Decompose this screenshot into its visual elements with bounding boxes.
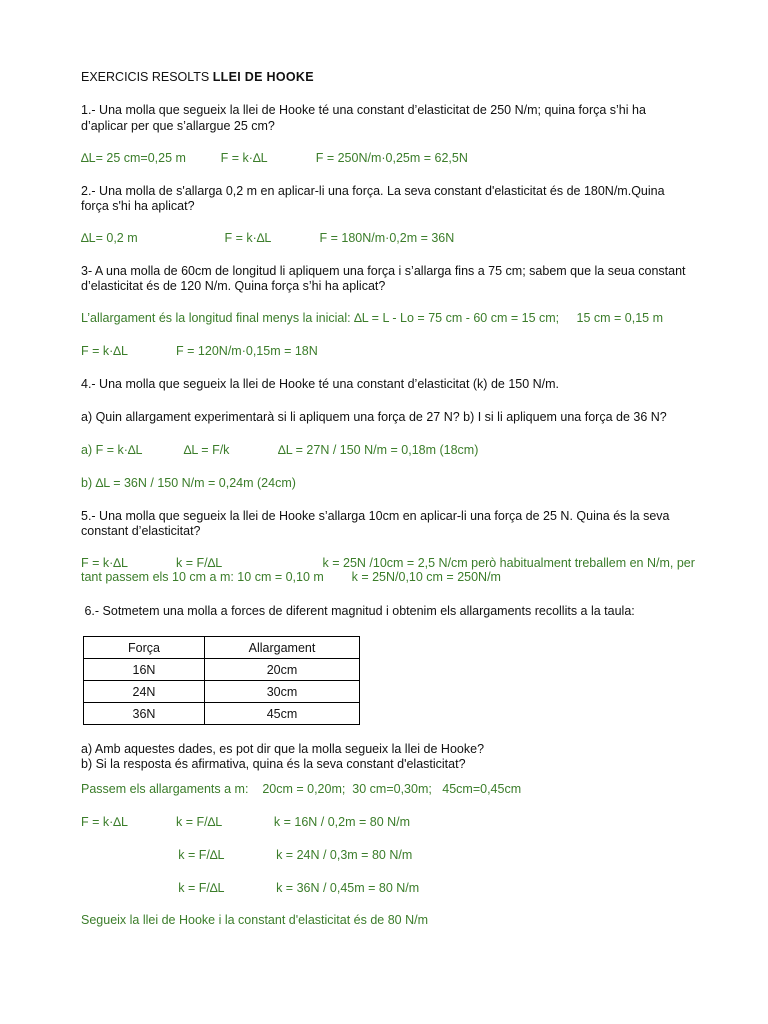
table-row <box>84 703 360 725</box>
ex6-conclusion: Segueix la llei de Hooke i la constant d'elasticitat és de 80 N/m <box>81 913 429 927</box>
title-prefix: EXERCICIS RESOLTS <box>81 70 213 84</box>
ex4-answer-b: b) ∆L = 36N / 150 N/m = 0,24m (24cm) <box>81 476 296 490</box>
ex4-question-line2: a) Quin allargament experimentarà si li apliquem una força de 27 N? b) I si li apliquem una força de 36 N? <box>81 410 667 424</box>
ex6-answer-line4: k = F/∆L k = 36N / 0,45m = 80 N/m <box>81 881 420 895</box>
ex6-question-line2: a) Amb aquestes dades, es pot dir que la molla segueix la llei de Hooke? <box>81 742 485 756</box>
ex2-question-line2: força s'hi ha aplicat? <box>81 199 195 213</box>
ex5-question-line1: 5.- Una molla que segueix la llei de Hooke s’allarga 10cm en aplicar-li una força de 25 N. Quina és la seva <box>81 509 670 523</box>
table-cell: 36N <box>84 703 205 725</box>
table-cell: 16N <box>84 659 205 681</box>
table-row <box>84 681 360 703</box>
title-bold: LLEI DE HOOKE <box>212 70 314 84</box>
ex5-answer-line1: F = k·∆L k = F/∆L k = 25N /10cm = 2,5 N/cm però habitualment treballem en N/m, per <box>81 556 695 570</box>
ex3-question-line1: 3- A una molla de 60cm de longitud li apliquem una força i s’allarga fins a 75 cm; sabem que la seua constant <box>81 264 686 278</box>
ex4-question-line1: 4.- Una molla que segueix la llei de Hooke té una constant d’elasticitat (k) de 150 N/m. <box>81 377 560 391</box>
ex2-question-line1: 2.- Una molla de s'allarga 0,2 m en aplicar-li una força. La seva constant d'elasticitat és de 180N/m.Quina <box>81 184 665 198</box>
ex5-question-line2: constant d’elasticitat? <box>81 524 201 538</box>
table-row <box>84 659 360 681</box>
ex3-question-line2: d’elasticitat és de 120 N/m. Quina força s’hi ha aplicat? <box>81 279 386 293</box>
ex6-answer-line2: F = k·∆L k = F/∆L k = 16N / 0,2m = 80 N/m <box>81 815 411 829</box>
ex1-question-line2: d’aplicar per que s’allargue 25 cm? <box>81 119 275 133</box>
ex1-question-line1: 1.- Una molla que segueix la llei de Hooke té una constant d’elasticitat de 250 N/m; quina força s’hi ha <box>81 103 646 117</box>
document-title <box>81 70 314 85</box>
ex6-question-line1: 6.- Sotmetem una molla a forces de diferent magnitud i obtenim els allargaments recollits a la taula: <box>81 604 635 618</box>
table-cell: 20cm <box>205 659 360 681</box>
ex6-answer-line3: k = F/∆L k = 24N / 0,3m = 80 N/m <box>81 848 413 862</box>
table-header-elongation: Allargament <box>205 637 360 659</box>
table-cell: 45cm <box>205 703 360 725</box>
ex3-answer-line2: F = k·∆L F = 120N/m·0,15m = 18N <box>81 344 318 358</box>
ex1-answer: ∆L= 25 cm=0,25 m F = k·∆L F = 250N/m·0,25m = 62,5N <box>81 151 468 165</box>
force-elongation-table <box>83 636 360 725</box>
ex2-answer: ∆L= 0,2 m F = k·∆L F = 180N/m·0,2m = 36N <box>81 231 455 245</box>
table-header-row <box>84 637 360 659</box>
table-header-force: Força <box>84 637 205 659</box>
ex5-answer-line2: tant passem els 10 cm a m: 10 cm = 0,10 m k = 25N/0,10 cm = 250N/m <box>81 570 501 584</box>
ex4-answer-a: a) F = k·∆L ∆L = F/k ∆L = 27N / 150 N/m = 0,18m (18cm) <box>81 443 479 457</box>
ex6-answer-line1: Passem els allargaments a m: 20cm = 0,20m; 30 cm=0,30m; 45cm=0,45cm <box>81 782 522 796</box>
ex6-question-line3: b) Si la resposta és afirmativa, quina és la seva constant d'elasticitat? <box>81 757 466 771</box>
ex3-answer-line1: L’allargament és la longitud final menys la inicial: ∆L = L - Lo = 75 cm - 60 cm = 15 cm; 15 cm = 0,15 m <box>81 311 664 325</box>
table-cell: 24N <box>84 681 205 703</box>
table-cell: 30cm <box>205 681 360 703</box>
